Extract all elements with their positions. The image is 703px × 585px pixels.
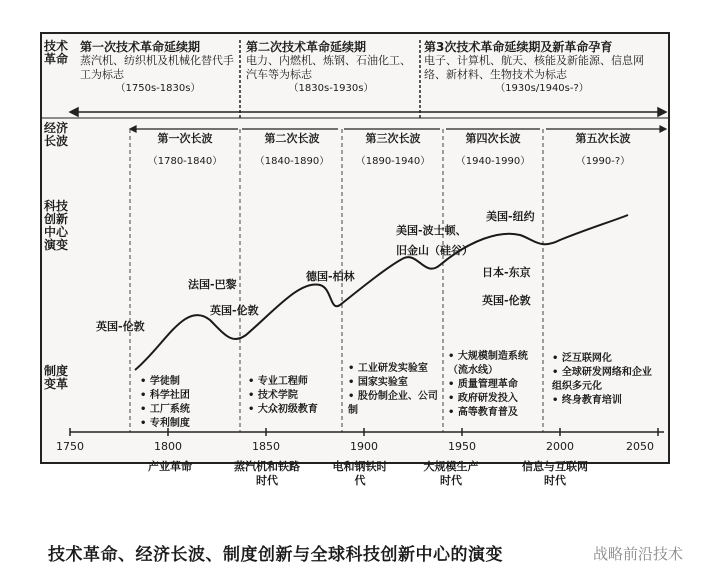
wave-3 — [346, 130, 440, 167]
tech-period-title: 第一次技术革命延续期 — [80, 40, 201, 54]
wave-period: （1780-1840） — [147, 156, 223, 167]
figure-caption: 技术革命、经济长波、制度创新与全球科技创新中心的演变 — [48, 545, 503, 565]
x-tick: 2000 — [546, 440, 574, 453]
institution-item: • 专利制度 — [140, 417, 236, 431]
institutions-4 — [448, 350, 542, 420]
wave-5 — [548, 130, 658, 167]
x-tick: 1850 — [252, 440, 280, 453]
institutions-2 — [248, 375, 340, 417]
wave-curve — [135, 215, 628, 370]
wave-1 — [134, 130, 236, 167]
tech-period-range: （1750s-1830s） — [115, 83, 201, 94]
tech-period-3 — [424, 40, 660, 96]
tech-period-title: 第3次技术革命延续期及新革命孕育 — [424, 40, 613, 54]
institution-item: • 工厂系统 — [140, 403, 236, 417]
center-de-berlin: 德国-柏林 — [306, 270, 355, 283]
tech-period-desc: 电力、内燃机、炼钢、石油化工、汽车等为标志 — [246, 54, 411, 81]
x-tick: 1950 — [448, 440, 476, 453]
center-uk-london-3: 英国-伦敦 — [482, 294, 531, 307]
center-us-sf: 旧金山（硅谷） — [396, 244, 473, 257]
wave-4 — [446, 130, 540, 167]
wave-title: 第三次长波 — [365, 132, 421, 145]
era-3: 电和钢铁时代 — [332, 460, 388, 487]
x-tick: 1900 — [350, 440, 378, 453]
row-label-inst: 制度变革 — [44, 364, 69, 391]
wave-period: （1990-?） — [575, 156, 631, 167]
institution-item: • 国家实验室 — [348, 376, 442, 390]
center-jp-tokyo: 日本-东京 — [482, 266, 531, 279]
era-5: 信息与互联网时代 — [522, 460, 588, 487]
era-2: 蒸汽机和铁路时代 — [234, 460, 300, 487]
x-tick: 2050 — [626, 440, 654, 453]
institution-item: • 技术学院 — [248, 389, 340, 403]
tech-period-range: （1930s/1940s-?） — [495, 83, 589, 94]
institutions-1 — [140, 375, 236, 431]
institution-item: • 股份制企业、公司制 — [348, 390, 442, 418]
wave-period: （1940-1990） — [455, 156, 531, 167]
center-fr-paris: 法国-巴黎 — [188, 278, 237, 291]
wave-period: （1890-1940） — [355, 156, 431, 167]
wave-title: 第五次长波 — [575, 132, 631, 145]
institution-item: • 科学社团 — [140, 389, 236, 403]
tech-period-desc: 蒸汽机、纺织机及机械化替代手工为标志 — [80, 54, 234, 81]
wave-period: （1840-1890） — [254, 156, 330, 167]
institution-item: • 终身教育培训 — [552, 394, 660, 408]
era-4: 大规模生产时代 — [423, 460, 479, 487]
wave-title: 第一次长波 — [157, 132, 213, 145]
institution-item: • 泛互联网化 — [552, 352, 660, 366]
institution-item: • 学徒制 — [140, 375, 236, 389]
institution-item: • 全球研发网络和企业组织多元化 — [552, 366, 660, 394]
wave-title: 第四次长波 — [465, 132, 521, 145]
x-tick: 1800 — [154, 440, 182, 453]
x-tick: 1750 — [56, 440, 84, 453]
wave-2 — [244, 130, 340, 167]
center-us-ny: 美国-纽约 — [486, 210, 535, 223]
institutions-3 — [348, 362, 442, 418]
center-uk-london-2: 英国-伦敦 — [210, 304, 259, 317]
center-us-boston: 美国-波士顿、 — [396, 224, 467, 237]
institution-item: • 工业研发实验室 — [348, 362, 442, 376]
era-1: 产业革命 — [148, 460, 192, 473]
tech-period-1 — [80, 40, 236, 96]
institution-item: • 大规模制造系统（流水线） — [448, 350, 542, 378]
institution-item: • 大众初级教育 — [248, 403, 340, 417]
row-label-center: 科技创新中心演变 — [44, 199, 69, 252]
center-uk-london-1: 英国-伦敦 — [96, 320, 145, 333]
row-label-econ: 经济长波 — [44, 121, 69, 148]
watermark: 战略前沿技术 — [592, 545, 683, 563]
row-label-tech: 技术革命 — [44, 39, 69, 66]
tech-period-range: （1830s-1930s） — [288, 83, 374, 94]
institution-item: • 专业工程师 — [248, 375, 340, 389]
institution-item: • 质量管理革命 — [448, 378, 542, 392]
tech-period-title: 第二次技术革命延续期 — [246, 40, 367, 54]
institution-item: • 高等教育普及 — [448, 406, 542, 420]
tech-period-2 — [246, 40, 416, 96]
wave-title: 第二次长波 — [264, 132, 320, 145]
institution-item: • 政府研发投入 — [448, 392, 542, 406]
institutions-5 — [552, 352, 660, 408]
tech-period-desc: 电子、计算机、航天、核能及新能源、信息网络、新材料、生物技术为标志 — [424, 54, 644, 81]
